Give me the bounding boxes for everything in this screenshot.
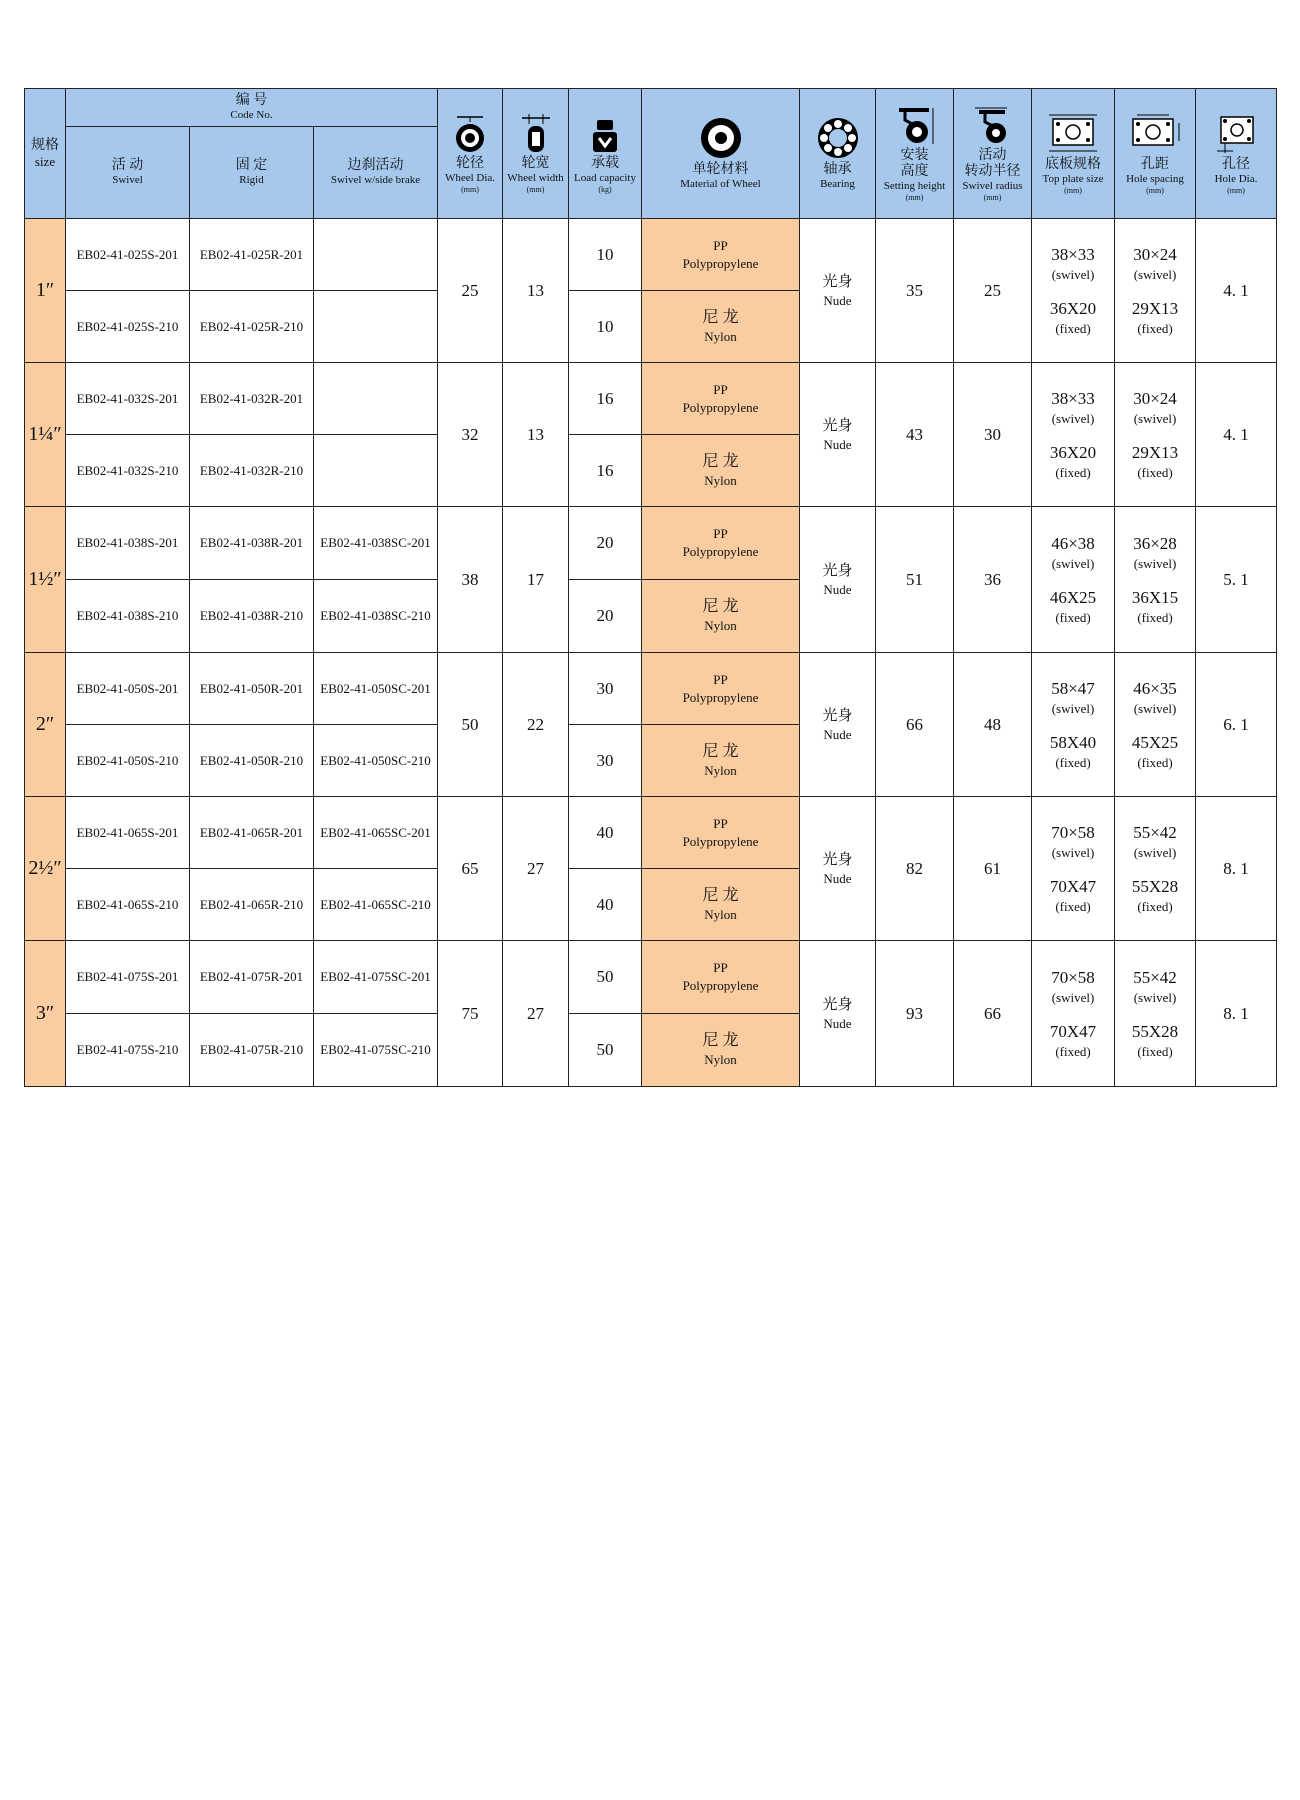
material-cell: PP Polypropylene (642, 363, 800, 435)
table-row (25, 219, 1277, 291)
code-cell: EB02-41-032R-201 (190, 363, 314, 435)
header-hole-spacing: 孔距 Hole spacing (mm) (1115, 89, 1196, 219)
bearing-cell: 光身 Nude (800, 941, 876, 1087)
code-cell: EB02-41-075R-201 (190, 941, 314, 1014)
header-material: 单轮材料 Material of Wheel (642, 89, 800, 219)
hole-spacing-cell: 55×42 (swivel) 55X28 (fixed) (1115, 797, 1196, 941)
material-cell: 尼 龙 Nylon (642, 435, 800, 507)
swivel-radius-cell: 25 (954, 219, 1032, 363)
code-cell (314, 291, 438, 363)
code-cell: EB02-41-065R-210 (190, 869, 314, 941)
code-cell (314, 435, 438, 507)
hole-dia-cell: 4. 1 (1196, 363, 1277, 507)
bearing-icon (816, 116, 860, 160)
size-cell: 2″ (25, 653, 66, 797)
size-cell: 3″ (25, 941, 66, 1087)
bearing-cell: 光身 Nude (800, 653, 876, 797)
load-cell: 50 (569, 941, 642, 1014)
code-cell: EB02-41-038R-210 (190, 580, 314, 653)
setting-height-cell: 82 (876, 797, 954, 941)
code-cell: EB02-41-050R-201 (190, 653, 314, 725)
header-setting-height: 安装 高度 Setting height (mm) (876, 89, 954, 219)
wheel-width-cell: 17 (503, 507, 569, 653)
material-cell: PP Polypropylene (642, 797, 800, 869)
code-cell: EB02-41-050S-210 (66, 725, 190, 797)
swivel-radius-cell: 66 (954, 941, 1032, 1087)
code-cell: EB02-41-032S-210 (66, 435, 190, 507)
size-cell: 1¼″ (25, 363, 66, 507)
header-top-plate: 底板规格 Top plate size (mm) (1032, 89, 1115, 219)
header-rigid: 固 定 Rigid (190, 127, 314, 219)
code-cell: EB02-41-075SC-201 (314, 941, 438, 1014)
material-cell: PP Polypropylene (642, 941, 800, 1014)
code-cell: EB02-41-050SC-210 (314, 725, 438, 797)
header-load: 承载 Load capacity (kg) (569, 89, 642, 219)
hole-spacing-icon (1125, 113, 1185, 155)
code-cell: EB02-41-038R-201 (190, 507, 314, 580)
hole-spacing-cell: 30×24 (swivel) 29X13 (fixed) (1115, 219, 1196, 363)
hole-spacing-cell: 46×35 (swivel) 45X25 (fixed) (1115, 653, 1196, 797)
material-cell: 尼 龙 Nylon (642, 869, 800, 941)
load-cell: 10 (569, 219, 642, 291)
top-plate-cell: 46×38 (swivel) 46X25 (fixed) (1032, 507, 1115, 653)
swivel-radius-cell: 61 (954, 797, 1032, 941)
code-cell: EB02-41-032S-201 (66, 363, 190, 435)
code-cell: EB02-41-075S-210 (66, 1014, 190, 1087)
swivel-radius-cell: 36 (954, 507, 1032, 653)
wheel-dia-cell: 32 (438, 363, 503, 507)
table-row (25, 653, 1277, 725)
hole-spacing-cell: 55×42 (swivel) 55X28 (fixed) (1115, 941, 1196, 1087)
code-cell: EB02-41-038SC-201 (314, 507, 438, 580)
header-swivel: 活 动 Swivel (66, 127, 190, 219)
top-plate-cell: 58×47 (swivel) 58X40 (fixed) (1032, 653, 1115, 797)
load-cell: 16 (569, 363, 642, 435)
code-cell (314, 219, 438, 291)
material-cell: PP Polypropylene (642, 219, 800, 291)
header-swivel-radius: 活动 转动半径 Swivel radius (mm) (954, 89, 1032, 219)
code-cell: EB02-41-025R-201 (190, 219, 314, 291)
code-cell: EB02-41-032R-210 (190, 435, 314, 507)
wheel-width-cell: 22 (503, 653, 569, 797)
hole-dia-cell: 4. 1 (1196, 219, 1277, 363)
bearing-cell: 光身 Nude (800, 219, 876, 363)
bearing-cell: 光身 Nude (800, 507, 876, 653)
code-cell: EB02-41-025S-201 (66, 219, 190, 291)
wheel-width-cell: 27 (503, 797, 569, 941)
swivel-radius-cell: 48 (954, 653, 1032, 797)
setting-height-cell: 51 (876, 507, 954, 653)
code-cell: EB02-41-038S-201 (66, 507, 190, 580)
hole-dia-icon (1211, 113, 1261, 155)
size-cell: 1½″ (25, 507, 66, 653)
hole-dia-cell: 8. 1 (1196, 941, 1277, 1087)
hole-spacing-cell: 30×24 (swivel) 29X13 (fixed) (1115, 363, 1196, 507)
caster-height-icon (893, 106, 937, 146)
load-cell: 40 (569, 797, 642, 869)
material-cell: 尼 龙 Nylon (642, 580, 800, 653)
swivel-radius-icon (971, 106, 1015, 146)
code-cell: EB02-41-065S-201 (66, 797, 190, 869)
load-cell: 30 (569, 653, 642, 725)
setting-height-cell: 35 (876, 219, 954, 363)
code-cell: EB02-41-075SC-210 (314, 1014, 438, 1087)
table-row (25, 941, 1277, 1014)
wheel-width-cell: 13 (503, 363, 569, 507)
code-cell: EB02-41-075S-201 (66, 941, 190, 1014)
hole-spacing-cell: 36×28 (swivel) 36X15 (fixed) (1115, 507, 1196, 653)
top-plate-cell: 70×58 (swivel) 70X47 (fixed) (1032, 941, 1115, 1087)
setting-height-cell: 93 (876, 941, 954, 1087)
code-cell: EB02-41-065SC-201 (314, 797, 438, 869)
top-plate-cell: 70×58 (swivel) 70X47 (fixed) (1032, 797, 1115, 941)
wheel-dia-cell: 25 (438, 219, 503, 363)
table-row (25, 797, 1277, 869)
header-hole-dia: 孔径 Hole Dia. (mm) (1196, 89, 1277, 219)
setting-height-cell: 43 (876, 363, 954, 507)
header-code-no: 编 号 Code No. (66, 89, 438, 127)
code-cell: EB02-41-075R-210 (190, 1014, 314, 1087)
top-plate-cell: 38×33 (swivel) 36X20 (fixed) (1032, 363, 1115, 507)
setting-height-cell: 66 (876, 653, 954, 797)
load-cell: 50 (569, 1014, 642, 1087)
top-plate-cell: 38×33 (swivel) 36X20 (fixed) (1032, 219, 1115, 363)
bearing-cell: 光身 Nude (800, 363, 876, 507)
load-cell: 20 (569, 580, 642, 653)
load-cell: 10 (569, 291, 642, 363)
hole-dia-cell: 5. 1 (1196, 507, 1277, 653)
load-cell: 20 (569, 507, 642, 580)
wheel-width-cell: 13 (503, 219, 569, 363)
code-cell: EB02-41-050R-210 (190, 725, 314, 797)
code-cell: EB02-41-050SC-201 (314, 653, 438, 725)
code-cell: EB02-41-025S-210 (66, 291, 190, 363)
code-cell: EB02-41-065R-201 (190, 797, 314, 869)
header-bearing: 轴承 Bearing (800, 89, 876, 219)
hole-dia-cell: 8. 1 (1196, 797, 1277, 941)
table-row (25, 363, 1277, 435)
top-plate-icon (1043, 113, 1103, 155)
code-cell (314, 363, 438, 435)
code-cell: EB02-41-065SC-210 (314, 869, 438, 941)
material-cell: 尼 龙 Nylon (642, 291, 800, 363)
material-cell: PP Polypropylene (642, 507, 800, 580)
wheel-diameter-icon (453, 114, 487, 154)
wheel-dia-cell: 65 (438, 797, 503, 941)
code-cell: EB02-41-038S-210 (66, 580, 190, 653)
code-cell: EB02-41-025R-210 (190, 291, 314, 363)
load-cell: 40 (569, 869, 642, 941)
table-row (25, 507, 1277, 580)
load-cell: 16 (569, 435, 642, 507)
header-brake: 边刹活动 Swivel w/side brake (314, 127, 438, 219)
wheel-dia-cell: 38 (438, 507, 503, 653)
code-cell: EB02-41-065S-210 (66, 869, 190, 941)
bearing-cell: 光身 Nude (800, 797, 876, 941)
wheel-width-cell: 27 (503, 941, 569, 1087)
wheel-dia-cell: 50 (438, 653, 503, 797)
size-cell: 1″ (25, 219, 66, 363)
code-cell: EB02-41-050S-201 (66, 653, 190, 725)
size-cell: 2½″ (25, 797, 66, 941)
load-cell: 30 (569, 725, 642, 797)
hole-dia-cell: 6. 1 (1196, 653, 1277, 797)
caster-spec-table (24, 88, 1277, 1087)
header-size: 规格 size (25, 89, 66, 219)
wheel-material-icon (699, 116, 743, 160)
material-cell: 尼 龙 Nylon (642, 725, 800, 797)
code-cell: EB02-41-038SC-210 (314, 580, 438, 653)
wheel-width-icon (519, 114, 553, 154)
material-cell: 尼 龙 Nylon (642, 1014, 800, 1087)
material-cell: PP Polypropylene (642, 653, 800, 725)
header-wheel-width: 轮宽 Wheel width (mm) (503, 89, 569, 219)
header-wheel-dia: 轮径 Wheel Dia. (mm) (438, 89, 503, 219)
swivel-radius-cell: 30 (954, 363, 1032, 507)
wheel-dia-cell: 75 (438, 941, 503, 1087)
load-weight-icon (588, 114, 622, 154)
